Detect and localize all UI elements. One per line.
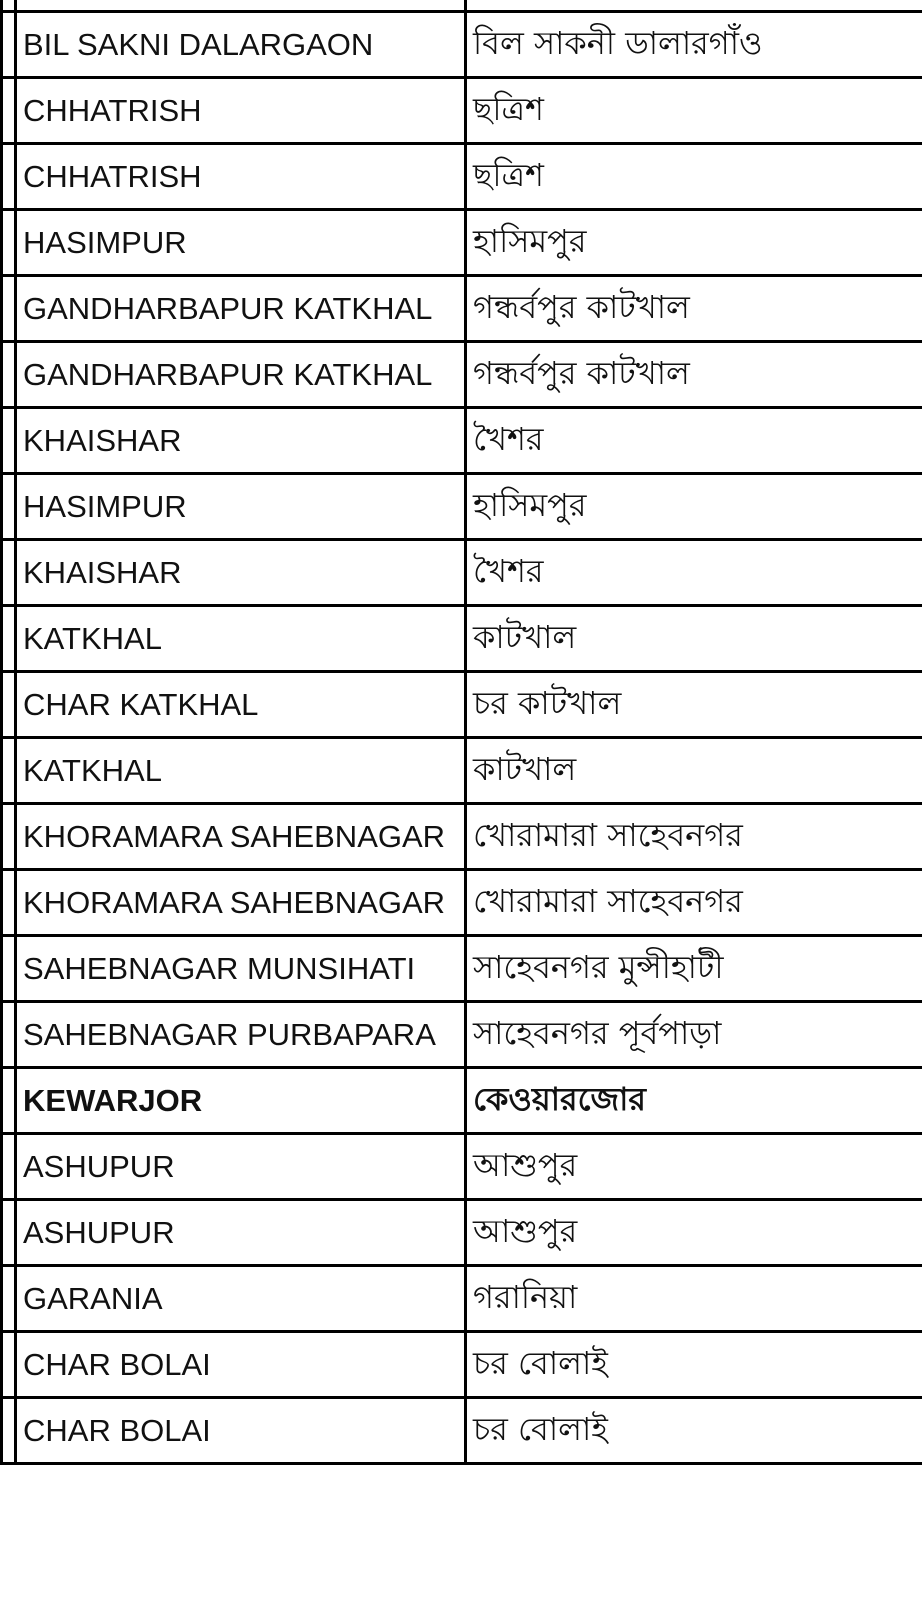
table-body: [2, 0, 922, 1464]
table-row: [2, 408, 922, 474]
english-name-cell: ASHUPUR: [16, 1200, 466, 1266]
table-row: [2, 804, 922, 870]
table-row: [2, 1266, 922, 1332]
bengali-name-cell: বিল সাকনী ডালারগাঁও: [466, 12, 922, 78]
bengali-name-cell: কেওয়ারজোর: [466, 1068, 922, 1134]
english-name-cell: CHHATRISH: [16, 78, 466, 144]
row-edge-cell: [2, 408, 16, 474]
table-row: [2, 1068, 922, 1134]
bengali-name-cell: খৈশর: [466, 408, 922, 474]
english-name-cell: HASIMPUR: [16, 210, 466, 276]
english-name-cell: KHORAMARA SAHEBNAGAR: [16, 870, 466, 936]
table-row: [2, 1200, 922, 1266]
english-name-cell: ASHUPUR: [16, 1134, 466, 1200]
bengali-name-cell: ছত্রিশ: [466, 144, 922, 210]
table-row: [2, 870, 922, 936]
table-row: [2, 606, 922, 672]
row-edge-cell: [2, 1068, 16, 1134]
row-edge-cell: [2, 78, 16, 144]
row-edge-cell: [2, 1266, 16, 1332]
bengali-name-cell: হাসিমপুর: [466, 474, 922, 540]
bengali-header-cell: [466, 0, 922, 12]
row-edge-cell: [2, 1398, 16, 1464]
bengali-name-cell: চর বোলাই: [466, 1398, 922, 1464]
row-edge-cell: [2, 342, 16, 408]
english-name-cell: KHAISHAR: [16, 408, 466, 474]
row-edge-cell: [2, 870, 16, 936]
english-name-cell: BIL SAKNI DALARGAON: [16, 12, 466, 78]
bengali-name-cell: আশুপুর: [466, 1134, 922, 1200]
row-edge-cell: [2, 144, 16, 210]
table-row: [2, 738, 922, 804]
table-row: [2, 144, 922, 210]
row-edge-cell: [2, 276, 16, 342]
table-row: [2, 936, 922, 1002]
table-header-row-cropped: [2, 0, 922, 12]
english-name-cell: HASIMPUR: [16, 474, 466, 540]
table-row: [2, 1398, 922, 1464]
bengali-name-cell: আশুপুর: [466, 1200, 922, 1266]
english-name-cell: KATKHAL: [16, 738, 466, 804]
english-name-cell: KHORAMARA SAHEBNAGAR: [16, 804, 466, 870]
table-row: [2, 1134, 922, 1200]
table-row: [2, 210, 922, 276]
table-row: [2, 12, 922, 78]
bengali-name-cell: চর কাটখাল: [466, 672, 922, 738]
bengali-name-cell: হাসিমপুর: [466, 210, 922, 276]
bengali-name-cell: কাটখাল: [466, 606, 922, 672]
bengali-name-cell: ছত্রিশ: [466, 78, 922, 144]
bengali-name-cell: গরানিয়া: [466, 1266, 922, 1332]
table-row: [2, 474, 922, 540]
bengali-name-cell: গন্ধর্বপুর কাটখাল: [466, 276, 922, 342]
table-row: [2, 78, 922, 144]
table-row: [2, 1332, 922, 1398]
table-row: [2, 672, 922, 738]
bengali-name-cell: খোরামারা সাহেবনগর: [466, 870, 922, 936]
row-edge-cell: [2, 936, 16, 1002]
english-name-cell: CHHATRISH: [16, 144, 466, 210]
row-edge-cell: [2, 0, 16, 12]
row-edge-cell: [2, 1002, 16, 1068]
english-name-cell: GANDHARBAPUR KATKHAL: [16, 276, 466, 342]
english-name-cell: CHAR KATKHAL: [16, 672, 466, 738]
row-edge-cell: [2, 1332, 16, 1398]
table-row: [2, 1002, 922, 1068]
table-row: [2, 540, 922, 606]
english-name-cell: KEWARJOR: [16, 1068, 466, 1134]
english-name-cell: GANDHARBAPUR KATKHAL: [16, 342, 466, 408]
row-edge-cell: [2, 672, 16, 738]
row-edge-cell: [2, 12, 16, 78]
english-name-cell: SAHEBNAGAR MUNSIHATI: [16, 936, 466, 1002]
row-edge-cell: [2, 738, 16, 804]
row-edge-cell: [2, 1134, 16, 1200]
table-row: [2, 276, 922, 342]
bengali-name-cell: কাটখাল: [466, 738, 922, 804]
bengali-name-cell: সাহেবনগর পূর্বপাড়া: [466, 1002, 922, 1068]
bengali-name-cell: গন্ধর্বপুর কাটখাল: [466, 342, 922, 408]
bengali-name-cell: চর বোলাই: [466, 1332, 922, 1398]
english-name-cell: GARANIA: [16, 1266, 466, 1332]
bengali-name-cell: খৈশর: [466, 540, 922, 606]
english-header-cell: [16, 0, 466, 12]
bengali-name-cell: খোরামারা সাহেবনগর: [466, 804, 922, 870]
english-name-cell: CHAR BOLAI: [16, 1332, 466, 1398]
row-edge-cell: [2, 540, 16, 606]
english-name-cell: SAHEBNAGAR PURBAPARA: [16, 1002, 466, 1068]
row-edge-cell: [2, 474, 16, 540]
row-edge-cell: [2, 804, 16, 870]
table-row: [2, 342, 922, 408]
english-name-cell: KATKHAL: [16, 606, 466, 672]
english-name-cell: CHAR BOLAI: [16, 1398, 466, 1464]
bengali-name-cell: সাহেবনগর মুন্সীহাটী: [466, 936, 922, 1002]
row-edge-cell: [2, 1200, 16, 1266]
row-edge-cell: [2, 606, 16, 672]
english-name-cell: KHAISHAR: [16, 540, 466, 606]
row-edge-cell: [2, 210, 16, 276]
